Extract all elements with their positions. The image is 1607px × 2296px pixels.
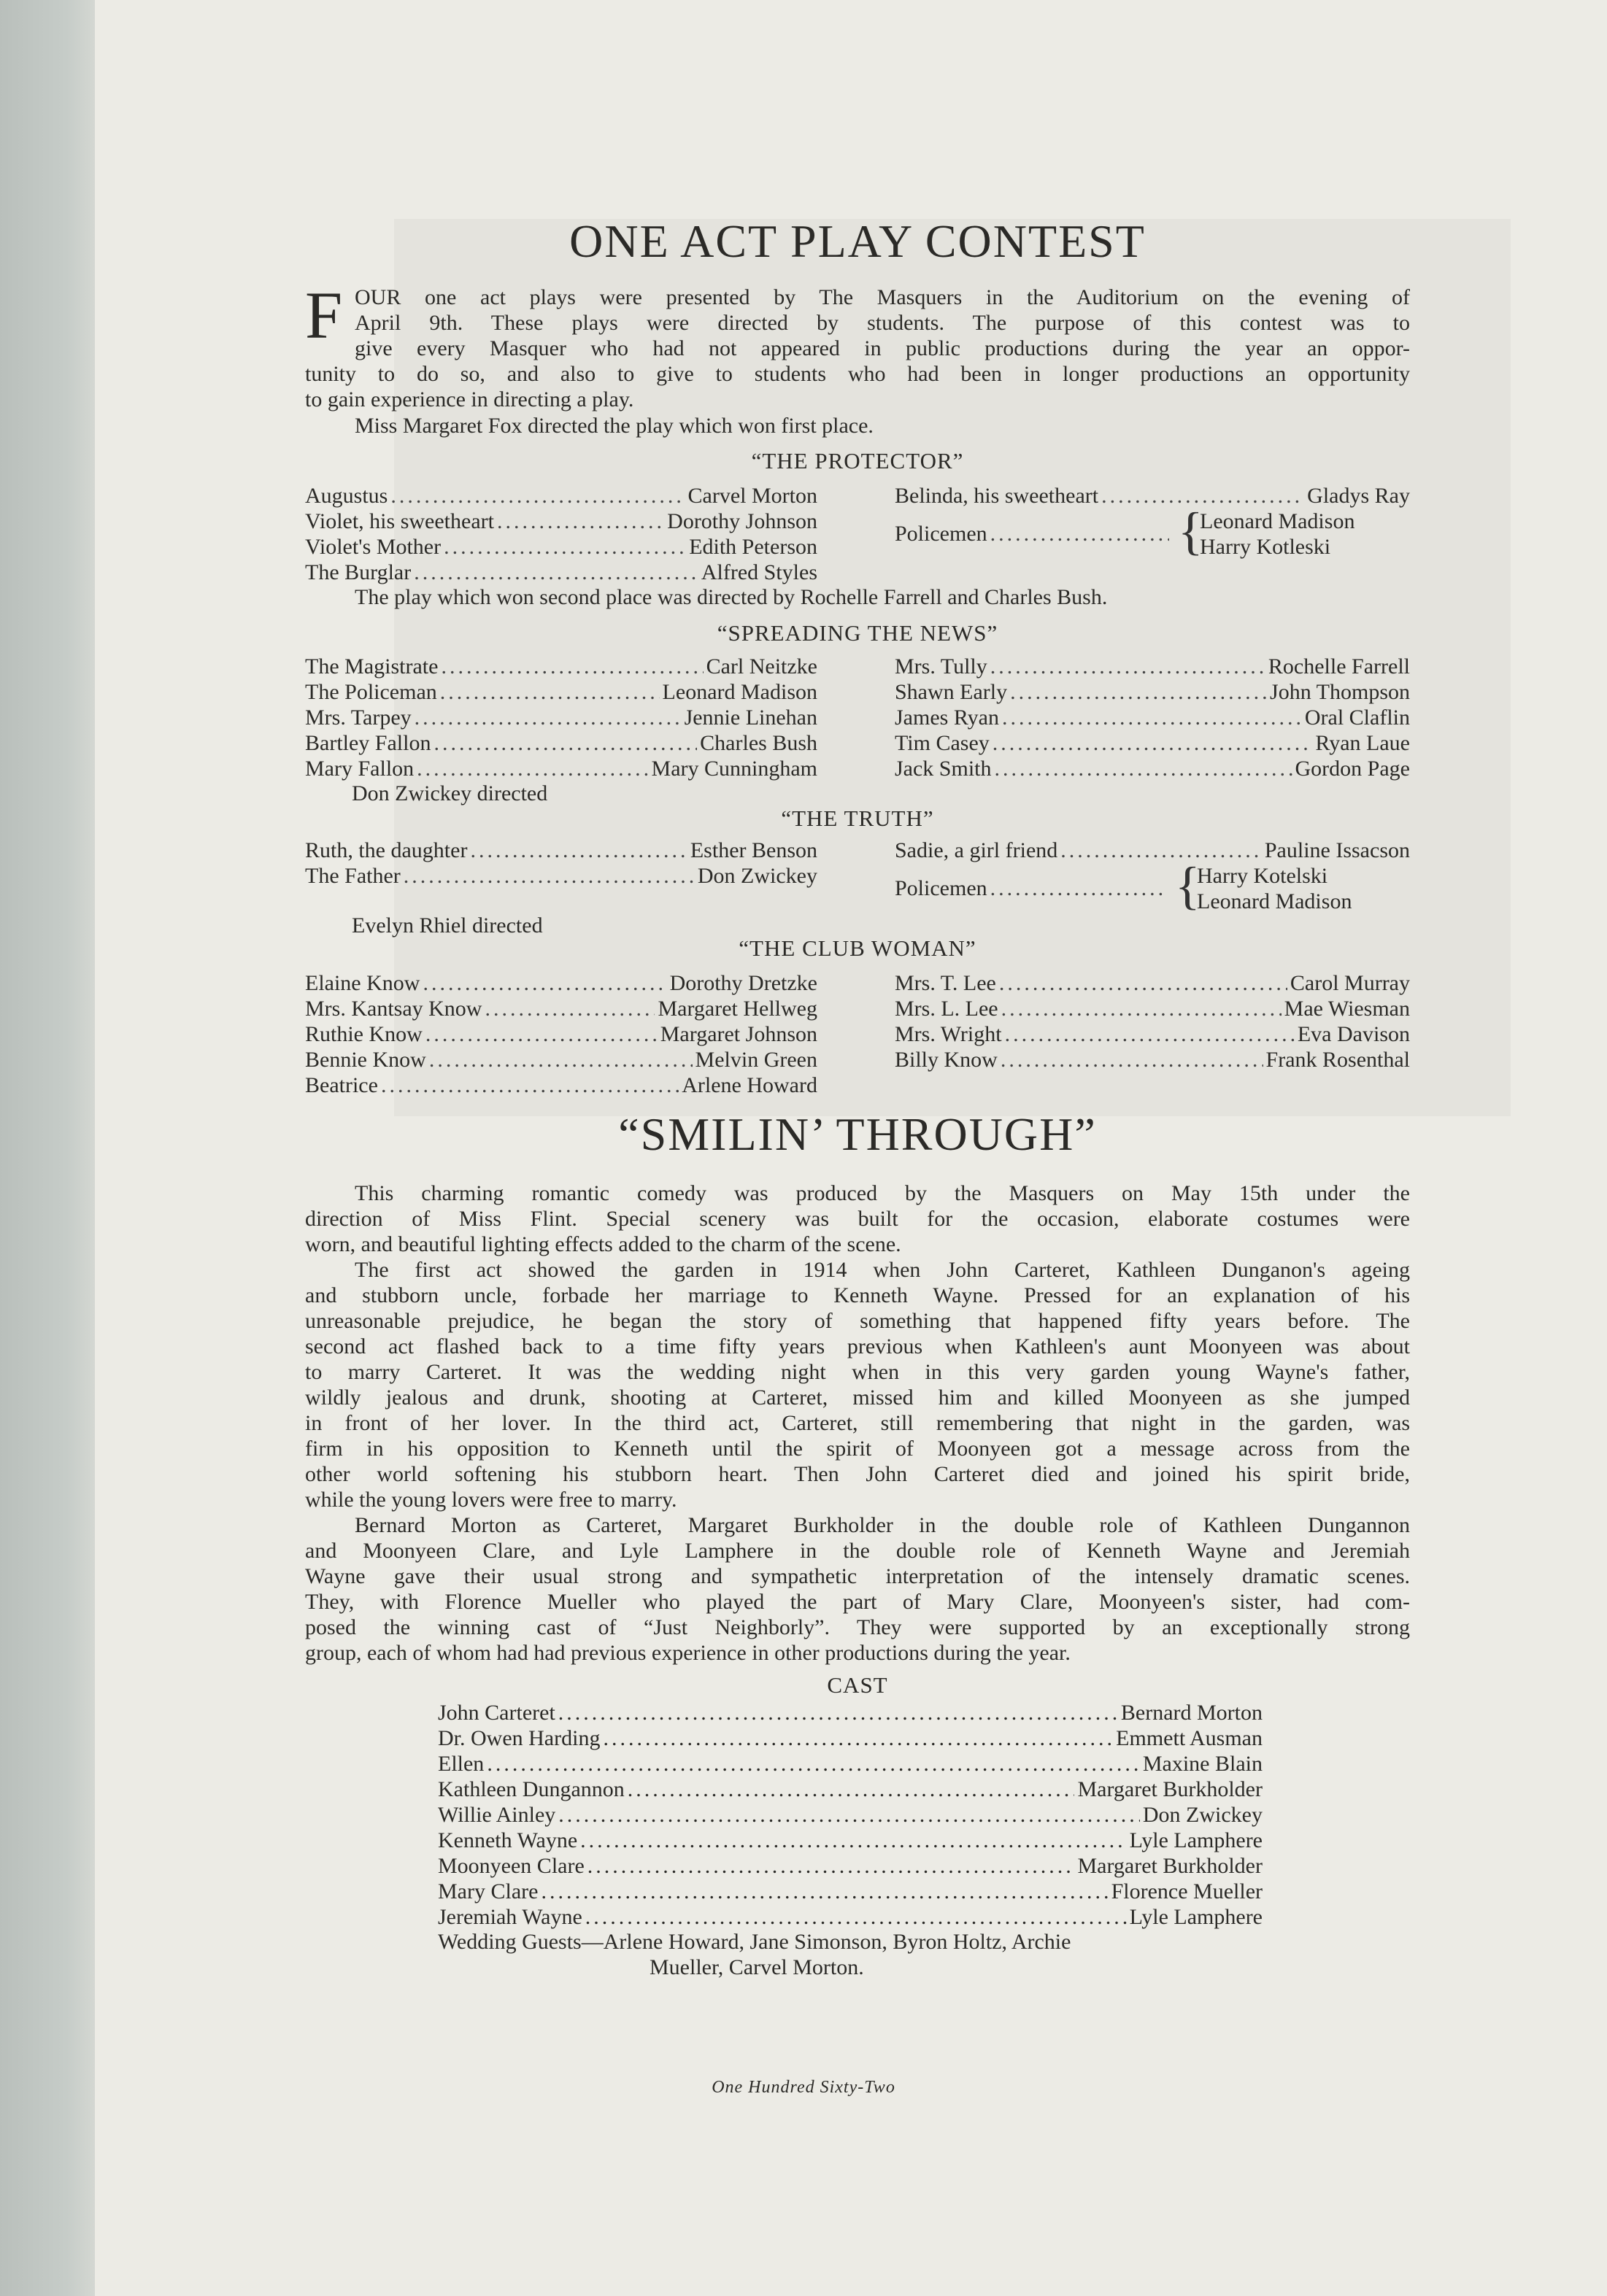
cast-row: James Ryan ..... Oral Claflin bbox=[895, 705, 1410, 730]
page-number-footer: One Hundred Sixty-Two bbox=[712, 2078, 895, 2097]
cast-row: The Magistrate ..... Carl Neitzke bbox=[305, 654, 817, 679]
text-line: and Moonyeen Clare, and Lyle Lamphere in the double role of Kenneth Wayne and Jeremiah bbox=[305, 1539, 1410, 1563]
drop-cap: F bbox=[305, 278, 343, 352]
intro-line-4: tunity to do so, and also to give to students who had been in longer productions an opportunity bbox=[305, 362, 1410, 386]
text-line: second act flashed back to a time fifty years previous when Kathleen's aunt Moonyeen was about bbox=[305, 1334, 1410, 1358]
cast-row: Sadie, a girl friend ..... Pauline Issacson bbox=[895, 838, 1410, 863]
text-line: Bernard Morton as Carteret, Margaret Burkholder in the double role of Kathleen Dungannon bbox=[355, 1513, 1410, 1537]
spreading-director: Don Zwickey directed bbox=[352, 781, 548, 805]
cast-row: Moonyeen Clare ..... Margaret Burkholder bbox=[438, 1853, 1263, 1879]
cast-row: Mary Clare ..... Florence Mueller bbox=[438, 1879, 1263, 1904]
brace-glyph: { bbox=[1175, 857, 1201, 915]
cast-row: Kenneth Wayne ..... Lyle Lamphere bbox=[438, 1828, 1263, 1853]
book-spine bbox=[0, 0, 95, 2296]
intro-line-5: to gain experience in directing a play. bbox=[305, 387, 634, 411]
cast-row: Shawn Early ..... John Thompson bbox=[895, 679, 1410, 705]
policeman-name: Harry Kotleski bbox=[1200, 535, 1331, 559]
cast-row: Bennie Know ..... Melvin Green bbox=[305, 1047, 817, 1072]
cast-row: Kathleen Dungannon ..... Margaret Burkholder bbox=[438, 1777, 1263, 1802]
cast-row: Mary Fallon ..... Mary Cunningham bbox=[305, 756, 817, 781]
wedding-guests-cont: Mueller, Carvel Morton. bbox=[650, 1955, 864, 1979]
cast-row: Mrs. Wright ..... Eva Davison bbox=[895, 1021, 1410, 1047]
cast-row: Augustus ..... Carvel Morton bbox=[305, 483, 817, 509]
text-line: wildly jealous and drunk, shooting at Carteret, missed him and killed Moonyeen as she jumped bbox=[305, 1385, 1410, 1410]
policeman-name: Harry Kotelski bbox=[1197, 864, 1328, 888]
cast-row: Violet's Mother ..... Edith Peterson bbox=[305, 534, 817, 560]
text-line: in front of her lover. In the third act, Carteret, still remembering that night in the garden, was bbox=[305, 1411, 1410, 1435]
cast-row: Mrs. Kantsay Know ..... Margaret Hellweg bbox=[305, 996, 817, 1021]
cast-row: John Carteret ..... Bernard Morton bbox=[438, 1700, 1263, 1725]
text-line: Wayne gave their usual strong and sympathetic interpretation of the intensely dramatic scenes. bbox=[305, 1564, 1410, 1588]
cast-row: Jack Smith ..... Gordon Page bbox=[895, 756, 1410, 781]
cast-row: Willie Ainley ..... Don Zwickey bbox=[438, 1802, 1263, 1828]
wedding-guests-line: Wedding Guests—Arlene Howard, Jane Simonson, Byron Holtz, Archie bbox=[438, 1930, 1071, 1954]
text-line: while the young lovers were free to marry. bbox=[305, 1488, 677, 1512]
text-line: This charming romantic comedy was produced by the Masquers on May 15th under the bbox=[355, 1181, 1410, 1205]
play-title-truth: “THE TRUTH” bbox=[781, 805, 934, 831]
cast-row: Belinda, his sweetheart ..... Gladys Ray bbox=[895, 483, 1410, 509]
text-line: group, each of whom had had previous experience in other productions during the year. bbox=[305, 1641, 1071, 1665]
cast-row: Tim Casey ..... Ryan Laue bbox=[895, 730, 1410, 756]
policemen-label-row: Policemen ..... bbox=[895, 521, 1172, 546]
intro-line-1: OUR one act plays were presented by The Masquers in the Auditorium on the evening of bbox=[355, 285, 1410, 309]
cast-heading: CAST bbox=[827, 1672, 888, 1698]
text-line: posed the winning cast of “Just Neighborly”. They were supported by an exceptionally strong bbox=[305, 1615, 1410, 1639]
cast-row: Dr. Owen Harding ..... Emmett Ausman bbox=[438, 1725, 1263, 1751]
cast-row: Mrs. L. Lee ..... Mae Wiesman bbox=[895, 996, 1410, 1021]
contest-title: ONE ACT PLAY CONTEST bbox=[569, 215, 1146, 267]
cast-row: Beatrice ..... Arlene Howard bbox=[305, 1072, 817, 1098]
cast-row: Mrs. Tarpey ..... Jennie Linehan bbox=[305, 705, 817, 730]
intro-line-2: April 9th. These plays were directed by students. The purpose of this contest was to bbox=[355, 311, 1410, 335]
cast-row: Ruth, the daughter ..... Esther Benson bbox=[305, 838, 817, 863]
policeman-name: Leonard Madison bbox=[1197, 889, 1352, 913]
cast-row: The Father ..... Don Zwickey bbox=[305, 863, 817, 889]
cast-row: Ruthie Know ..... Margaret Johnson bbox=[305, 1021, 817, 1047]
play-title-spreading: “SPREADING THE NEWS” bbox=[717, 620, 998, 646]
policemen-label-row: Policemen ..... bbox=[895, 876, 1171, 901]
brace-glyph: { bbox=[1178, 502, 1203, 560]
intro-line-3: give every Masquer who had not appeared in public productions during the year an oppor- bbox=[355, 336, 1410, 360]
text-line: other world softening his stubborn heart. Then John Carteret died and joined his spirit bride, bbox=[305, 1462, 1410, 1486]
text-line: They, with Florence Mueller who played the part of Mary Clare, Moonyeen's sister, had com- bbox=[305, 1590, 1410, 1614]
text-line: firm in his opposition to Kenneth until the spirit of Moonyeen got a message across from the bbox=[305, 1437, 1410, 1461]
cast-row: Elaine Know ..... Dorothy Dretzke bbox=[305, 970, 817, 996]
cast-row: Bartley Fallon ..... Charles Bush bbox=[305, 730, 817, 756]
text-line: direction of Miss Flint. Special scenery was built for the occasion, elaborate costumes were bbox=[305, 1207, 1410, 1231]
cast-row: Jeremiah Wayne ..... Lyle Lamphere bbox=[438, 1904, 1263, 1930]
cast-row: The Policeman ..... Leonard Madison bbox=[305, 679, 817, 705]
cast-row: Mrs. T. Lee ..... Carol Murray bbox=[895, 970, 1410, 996]
text-line: and stubborn uncle, forbade her marriage to Kenneth Wayne. Pressed for an explanation of his bbox=[305, 1283, 1410, 1307]
text-line: to marry Carteret. It was the wedding night when in this very garden young Wayne's father, bbox=[305, 1360, 1410, 1384]
text-line: The first act showed the garden in 1914 when John Carteret, Kathleen Dunganon's ageing bbox=[355, 1258, 1410, 1282]
play-title-club: “THE CLUB WOMAN” bbox=[739, 935, 976, 961]
policeman-name: Leonard Madison bbox=[1200, 509, 1355, 533]
cast-row: Mrs. Tully ..... Rochelle Farrell bbox=[895, 654, 1410, 679]
first-place-line: Miss Margaret Fox directed the play which won first place. bbox=[355, 414, 874, 438]
smilin-title: “SMILIN’ THROUGH” bbox=[618, 1108, 1097, 1160]
second-place-line: The play which won second place was directed by Rochelle Farrell and Charles Bush. bbox=[355, 585, 1108, 609]
play-title-protector: “THE PROTECTOR” bbox=[751, 448, 964, 473]
cast-row: The Burglar ..... Alfred Styles bbox=[305, 560, 817, 585]
cast-row: Billy Know ..... Frank Rosenthal bbox=[895, 1047, 1410, 1072]
text-line: unreasonable prejudice, he began the story of something that happened fifty years before. The bbox=[305, 1309, 1410, 1333]
text-line: worn, and beautiful lighting effects added to the charm of the scene. bbox=[305, 1232, 901, 1256]
cast-row: Violet, his sweetheart ..... Dorothy Johnson bbox=[305, 509, 817, 534]
cast-row: Ellen ..... Maxine Blain bbox=[438, 1751, 1263, 1777]
truth-director: Evelyn Rhiel directed bbox=[352, 913, 543, 938]
